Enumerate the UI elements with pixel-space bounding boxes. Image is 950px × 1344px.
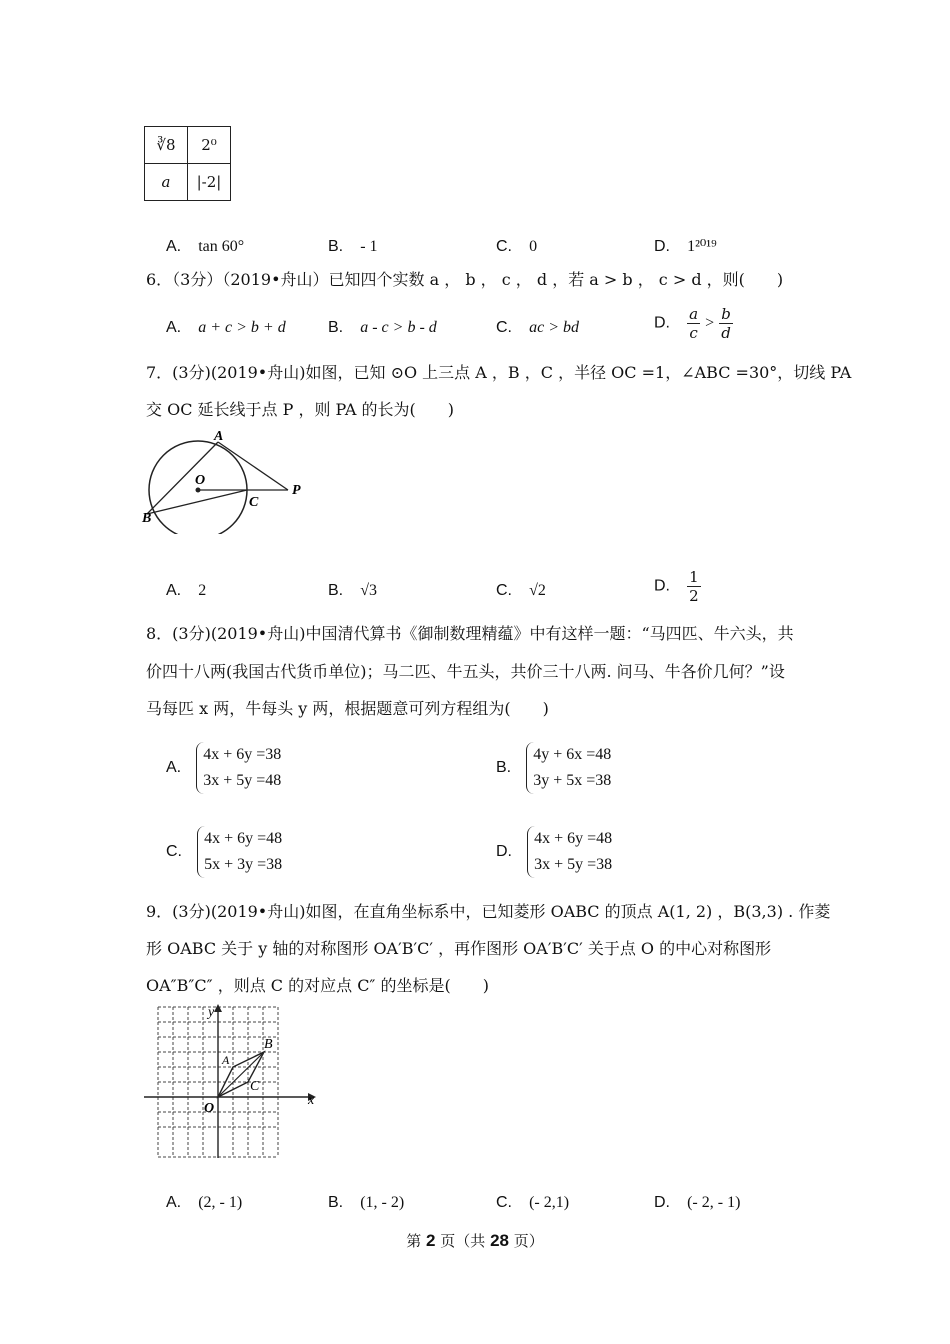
option-label: A.	[166, 319, 182, 336]
option-label: D.	[654, 577, 670, 595]
q7-circle-figure	[138, 424, 318, 534]
q8-line-2: 价四十八两(我国古代货币单位)；马二匹、牛五头，共价三十八两. 问马、牛各价几何？”设	[146, 662, 785, 681]
option-text: 0	[529, 238, 538, 255]
label-o: O	[204, 1101, 215, 1116]
option-text: (2, - 1)	[198, 1194, 243, 1211]
label-a: A	[222, 1053, 230, 1067]
option-label: B.	[328, 582, 344, 599]
segment-bc	[147, 490, 247, 514]
label-o: O	[195, 473, 206, 488]
option-text: 2	[198, 582, 207, 599]
label-x: x	[308, 1093, 315, 1108]
option-label: D.	[496, 843, 512, 860]
option-text: (- 2,1)	[529, 1194, 570, 1211]
q7-option-d[interactable]	[654, 568, 701, 605]
q8-option-d[interactable]	[496, 826, 612, 878]
q5-table	[144, 126, 231, 201]
y-axis-arrow-icon	[214, 1004, 222, 1012]
option-text: (1, - 2)	[360, 1194, 405, 1211]
q8-option-c[interactable]	[166, 826, 282, 878]
q8-option-a[interactable]	[166, 742, 281, 794]
label-a: A	[214, 429, 224, 444]
label-y: y	[208, 1005, 215, 1020]
label-b: B	[142, 511, 152, 526]
option-label: A.	[166, 759, 182, 776]
option-text: ac > bd	[529, 319, 579, 336]
q7-line-1: 7．(3分)(2019•舟山)如图，已知 ⊙O 上三点 A ，B ，C ，半径 OC =1，∠ABC =30°，切线 PA	[146, 363, 852, 382]
q8-line-1: 8．(3分)(2019•舟山)中国清代算书《御制数理精蕴》中有这样一题：“马四匹、牛六头，共	[146, 624, 794, 643]
center-point	[196, 488, 201, 493]
option-label: B.	[328, 238, 344, 255]
equation-system: 4x + 6y =38 3x + 5y =48	[196, 742, 281, 794]
option-text: a - c > b - d	[360, 319, 437, 336]
q9-option-c[interactable]	[496, 1192, 569, 1212]
q7-option-a[interactable]	[166, 580, 206, 600]
option-label: D.	[654, 314, 670, 332]
q6-option-c[interactable]	[496, 317, 579, 337]
label-c: C	[250, 1079, 260, 1094]
fraction-a-over-c: $\frac{a}{c}$	[689, 305, 699, 342]
option-label: D.	[654, 1194, 670, 1211]
q7-line-2: 交 OC 延长线于点 P ，则 PA 的长为( )	[146, 400, 454, 419]
q8-option-b[interactable]	[496, 742, 611, 794]
option-label: C.	[166, 843, 182, 860]
option-label: C.	[496, 1194, 512, 1211]
option-label: B.	[328, 319, 344, 336]
q5-option-a[interactable]	[166, 236, 244, 256]
q9-line-2: 形 OABC 关于 y 轴的对称图形 OA′B′C′ ，再作图形 OA′B′C′ 关于点 O 的中心对称图形	[146, 939, 772, 958]
total-pages: 28	[490, 1231, 509, 1250]
q5-cell-a: a	[145, 164, 188, 201]
equation-system: 4x + 6y =48 3x + 5y =38	[527, 826, 612, 878]
q9-line-3: OA″B″C″ ，则点 C 的对应点 C″ 的坐标是( )	[146, 976, 489, 995]
page-footer: 第 2 页（共 28 页）	[406, 1231, 544, 1250]
option-text: (- 2, - 1)	[687, 1194, 741, 1211]
q9-option-d[interactable]	[654, 1192, 740, 1212]
option-label: C.	[496, 319, 512, 336]
q7-option-b[interactable]	[328, 580, 377, 600]
q9-option-b[interactable]	[328, 1192, 404, 1212]
option-text: √3	[360, 582, 377, 599]
option-text: √2	[529, 582, 546, 599]
option-label: B.	[496, 759, 512, 776]
fraction-one-half: $\frac{1}{2}$	[689, 568, 699, 605]
q5-cell-abs-neg-2: |-2|	[188, 164, 231, 201]
equation-system: 4y + 6x =48 3y + 5x =38	[526, 742, 611, 794]
option-label: B.	[328, 1194, 344, 1211]
q9-option-a[interactable]	[166, 1192, 242, 1212]
q6-stem: 6．（3分）（2019•舟山）已知四个实数 a ， b ， c ， d ，若 a > b ， c > d ，则( )	[146, 270, 784, 289]
q7-option-c[interactable]	[496, 580, 546, 600]
q6-option-d[interactable]: D. $\frac{a}{c}$ > $\frac{b}{d}$	[654, 305, 731, 342]
tangent-pa	[218, 442, 288, 490]
label-c: C	[249, 495, 259, 510]
q5-option-c[interactable]	[496, 236, 537, 256]
option-label: A.	[166, 238, 182, 255]
q9-coordinate-figure	[140, 1000, 330, 1170]
option-label: C.	[496, 238, 512, 255]
q5-option-b[interactable]	[328, 236, 378, 256]
fraction-b-over-d: $\frac{b}{d}$	[721, 305, 731, 342]
q6-option-b[interactable]	[328, 317, 437, 337]
option-label: A.	[166, 582, 182, 599]
option-label: D.	[654, 238, 670, 255]
q5-option-d[interactable]	[654, 236, 717, 256]
segment-ba	[147, 442, 218, 514]
option-text: - 1	[360, 238, 378, 255]
option-text: tan 60°	[198, 238, 245, 255]
label-p: P	[292, 483, 301, 498]
option-label: A.	[166, 1194, 182, 1211]
q8-line-3: 马每匹 x 两，牛每头 y 两，根据题意可列方程组为( )	[146, 699, 549, 718]
equation-system: 4x + 6y =48 5x + 3y =38	[197, 826, 282, 878]
option-label: C.	[496, 582, 512, 599]
q5-cell-2-power-0: 2⁰	[188, 127, 231, 164]
option-text: 1²⁰¹⁹	[687, 238, 717, 255]
current-page: 2	[426, 1231, 436, 1250]
q9-line-1: 9．(3分)(2019•舟山)如图，在直角坐标系中，已知菱形 OABC 的顶点 A(1, 2) ，B(3,3) . 作菱	[146, 902, 831, 921]
option-text: a + c > b + d	[198, 319, 286, 336]
q5-cell-cube-root-8: ∛8	[145, 127, 188, 164]
q6-option-a[interactable]	[166, 317, 286, 337]
label-b: B	[264, 1037, 273, 1052]
